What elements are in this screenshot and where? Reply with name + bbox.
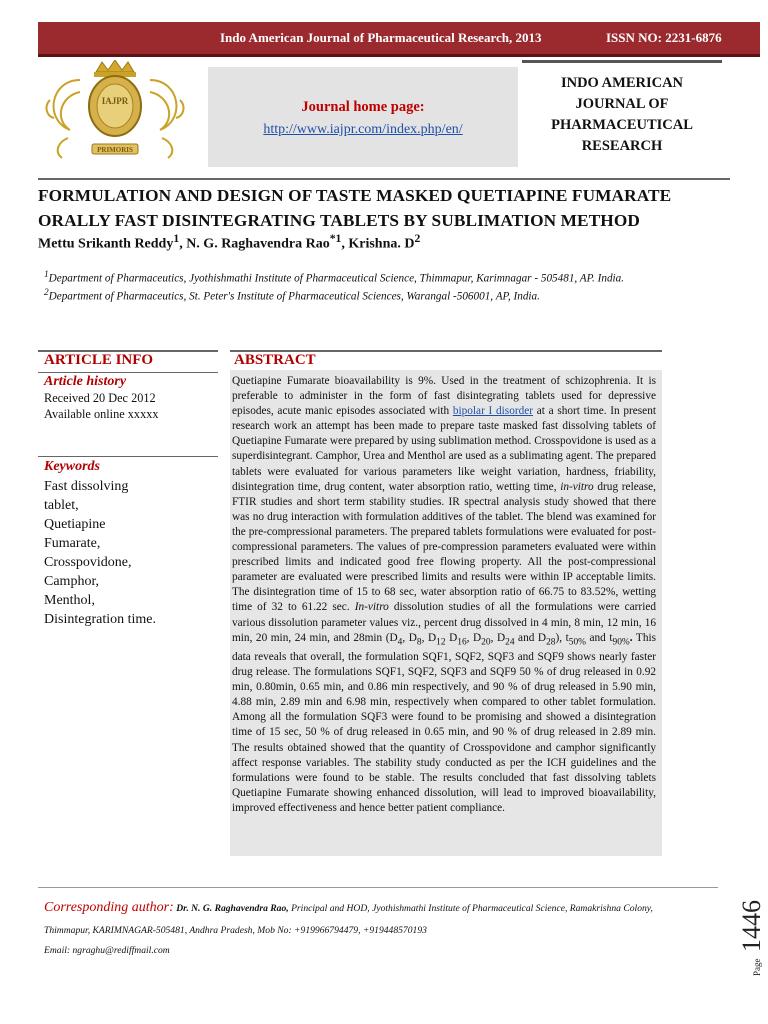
article-history-label: Article history	[44, 374, 127, 389]
abstract-segment: Quetiapine Fumarate bioavailability is 9%. Used in the treatment of schizophrenia. It is preferable to administer in the form of fast disintegrating tablets used for depressive episodes, acute manic episodes associated with	[232, 375, 656, 418]
article-info-rule	[38, 372, 218, 373]
corresponding-author-email: Email: ngraghu@rediffmail.com	[44, 945, 170, 956]
affiliation-text: Department of Pharmaceutics, St. Peter's Institute of Pharmaceutical Sciences, Warangal -506001, AP, India.	[48, 290, 540, 303]
author-name: , Krishna. D	[341, 236, 415, 252]
paper-title-line: ORALLY FAST DISINTEGRATING TABLETS BY SUBLIMATION METHOD	[38, 211, 640, 230]
corresponding-author-label: Corresponding author:	[44, 900, 174, 915]
title-divider	[38, 178, 730, 180]
keyword: Menthol,	[44, 593, 95, 608]
journal-logo-emblem	[40, 60, 190, 168]
abstract-italic: In-vitro	[354, 601, 389, 614]
subscript: 8	[416, 636, 422, 647]
subscript: 16	[457, 636, 467, 647]
subscript: 20	[481, 636, 491, 647]
affiliation-mark: 1	[44, 270, 49, 280]
author-affiliation-mark: 1	[173, 232, 180, 245]
journal-title-line: INDO AMERICAN	[560, 75, 684, 91]
keyword: Crosspovidone,	[44, 555, 132, 570]
abstract-segment: at a short time. In present research work an attempt has been made to prepare taste masked fast dissolving tablets of Quetiapine Fumarate were prepared by using sublimation method. Crosspovidone is used as a superdisintegrant. Camphor, Urea and Menthol are used as a sublimating agent. The prepared tablets were evaluated for various parameters like weight variation, hardness, friability, disintegration time, drug content, water absorption ratio, wetting time,	[232, 405, 656, 493]
subscript: 4	[397, 636, 403, 647]
keywords-list	[44, 477, 224, 629]
author-affiliation-mark: 2	[414, 232, 421, 245]
keyword: Fumarate,	[44, 536, 101, 551]
page-number-value: 1446	[737, 900, 766, 952]
journal-header-bar	[38, 22, 760, 54]
abstract-segment: drug release, FTIR studies and short term stability studies. IR spectral analysis study showed that there was no drug interaction with formulation additives of the tablet. The blend was examined for the pre-compressional parameters. The prepared tablets formulations were evaluated for post-compressional parameters. The values of pre-compression parameters evaluated were within prescribed limits and indicated good free flowing property. All the post-compressional parameter are evaluated were prescribed limits and results were within IP acceptable limits. The disintegration time of 15 to 68 sec, water absorption ratio of 66.75 to 83.52%, wetting time of 32 to 61.22 sec.	[232, 480, 656, 614]
journal-title-block	[522, 60, 722, 173]
subscript: 12	[436, 636, 446, 647]
abstract-segment: This data reveals that overall, the formulation SQF1, SQF2, SQF3 and SQF9 shows nearly faster drug release. The formulations SQF1, SQF2, SQF3 and SQF9 50 % of drug released in 0.92 min, 0.80min, 0.65 min, and 0.86 min respectively, and 90 % of drug released in 5.90 min, 4.88 min, 2.89 min and 6.98 min, respectively when compared to other tablet formulation. Among all the formulation SQF3 were found to be promising and showed a disintegration time of 15 sec, 50 % of drug released in 0.65 min, and 90 % of drug released in 2.89 min. The results obtained showed that the quantity of Crosspovidone and camphor significantly affect response variables. The stability study conducted as per the ICH guidelines and the formulations were found to be stable. The results concluded that fast dissolving tablets Quetiapine Fumarate showing enhanced dissolution, will lead to improved bioavailability, improved effectiveness and hence better patient compliance.	[232, 631, 657, 814]
issn: ISSN NO: 2231-6876	[606, 30, 722, 45]
journal-home-page-box	[208, 67, 518, 167]
keyword: Camphor,	[44, 574, 100, 589]
footer-divider	[38, 887, 718, 888]
author-name: Mettu Srikanth Reddy	[38, 236, 174, 252]
abstract-heading: ABSTRACT	[234, 352, 316, 368]
keywords-label: Keywords	[44, 459, 100, 474]
journal-title-line: RESEARCH	[581, 138, 663, 154]
corresponding-author-address: Principal and HOD, Jyothishmathi Institute of Pharmaceutical Science, Ramakrishna Colony,	[288, 903, 653, 914]
affiliation-mark: 2	[44, 288, 49, 298]
page-label: Page	[752, 958, 762, 976]
abstract-italic: in-vitro	[560, 480, 594, 493]
keyword: Disintegration time.	[44, 612, 156, 627]
keyword: Fast dissolving	[44, 479, 129, 494]
affiliation-1	[44, 270, 624, 285]
received-date: Received 20 Dec 2012	[44, 391, 156, 405]
journal-title-line: JOURNAL OF	[575, 96, 669, 112]
abstract-segment: dissolution studies of all the formulations were carried various dissolution parameter values viz., percent drug dissolved in 4 min, 8 min, 12 min, 16 min, 20 min, 24 min, and 28min (D	[232, 601, 656, 644]
authors	[38, 232, 420, 253]
journal-home-label: Journal home page:	[301, 99, 425, 115]
affiliation-text: Department of Pharmaceutics, Jyothishmathi Institute of Pharmaceutical Science, Thimmapur, Karimnagar - 505481, AP. India.	[48, 272, 625, 285]
logo-acronym: IAJPR	[101, 96, 129, 106]
paper-title	[38, 183, 738, 233]
corresponding-author-contact: Thimmapur, KARIMNAGAR-505481, Andhra Pradesh, Mob No: +919966794479, +919448570193	[44, 925, 427, 936]
journal-name: Indo American Journal of Pharmaceutical Research, 2013	[220, 30, 542, 45]
author-name: , N. G. Raghavendra Rao	[179, 236, 330, 252]
subscript: 24	[505, 636, 515, 647]
affiliation-2	[44, 288, 540, 303]
corresponding-author	[44, 901, 724, 958]
keyword: Quetiapine	[44, 517, 106, 532]
bipolar-disorder-link[interactable]: bipolar I disorder	[452, 405, 534, 418]
available-online: Available online xxxxx	[44, 407, 159, 421]
logo-motto: PRIMORIS	[97, 146, 133, 154]
abstract-text: Quetiapine Fumarate bioavailability is 9%. Used in the treatment of schizophrenia. It is preferable to administer in the form of fast disintegrating tablets used for depressive episodes, acute manic episodes associated with bipolar I disorder at a short time. In present research work an attempt has been made to prepare taste masked fast dissolving tablets of Quetiapine Fumarate were prepared by using sublimation method. Crosspovidone is used as a superdisintegrant. Camphor, Urea and Menthol are used as a sublimating agent. The prepared tablets were evaluated for various parameters like weight variation, hardness, friability, disintegration time, drug content, water absorption ratio, wetting time, in-vitro drug release, FTIR studies and short term stability studies. IR spectral analysis study showed that there was no drug interaction with formulation additives of the tablet. The blend was examined for the pre-compressional parameters. The prepared tablets formulations were evaluated for post-compressional parameters. The values of pre-compression parameters evaluated were within prescribed limits and indicated good free flowing property. All the post-compressional parameter are evaluated were prescribed limits and results were within IP acceptable limits. The disintegration time of 15 to 68 sec, water absorption ratio of 66.75 to 83.52%, wetting time of 32 to 61.22 sec. In-vitro dissolution studies of all the formulations were carried various dissolution parameter values viz., percent drug dissolved in 4 min, 8 min, 12 min, 16 min, 20 min, 24 min, and 28min ($D_4$, $D_8$, $D_{12}$ $D_{16}$, $D_{20}$, $D_{24}$ and $D_{28}$), $t_{50\%}$ and $t_{90\%}$. This data reveals that overall, the formulation SQF1, SQF2, SQF3 and SQF9 shows nearly faster drug release. The formulations SQF1, SQF2, SQF3 and SQF9 50 % of drug released in 0.92 min, 0.80min, 0.65 min, and 0.86 min respectively, and 90 % of drug released in 5.90 min, 4.88 min, 2.89 min and 6.98 min, respectively when compared to other tablet formulation. Among all the formulation SQF3 were found to be promising and showed a disintegration time of 15 sec, 50 % of drug released in 0.65 min, and 90 % of drug released in 2.89 min. The results obtained showed that the quantity of Crosspovidone and camphor significantly affect response variables. The stability study conducted as per the ICH guidelines and the formulations were found to be stable. The results concluded that fast dissolving tablets Quetiapine Fumarate showing enhanced dissolution, will lead to improved bioavailability, improved effectiveness and hence better patient compliance.	[232, 375, 657, 814]
article-info-heading: ARTICLE INFO	[44, 352, 154, 368]
paper-title-line: FORMULATION AND DESIGN OF TASTE MASKED QUETIAPINE FUMARATE	[38, 186, 672, 205]
page-number	[728, 880, 768, 980]
subscript: 90%	[612, 636, 630, 647]
journal-title-line: PHARMACEUTICAL	[551, 117, 693, 133]
subscript: 28	[546, 636, 556, 647]
subscript: 50%	[568, 636, 586, 647]
keywords-rule	[38, 456, 218, 457]
author-affiliation-mark: *1	[329, 232, 342, 245]
corresponding-author-name: Dr. N. G. Raghavendra Rao,	[176, 903, 289, 914]
keyword: tablet,	[44, 498, 79, 513]
journal-home-link[interactable]: http://www.iajpr.com/index.php/en/	[263, 122, 463, 137]
